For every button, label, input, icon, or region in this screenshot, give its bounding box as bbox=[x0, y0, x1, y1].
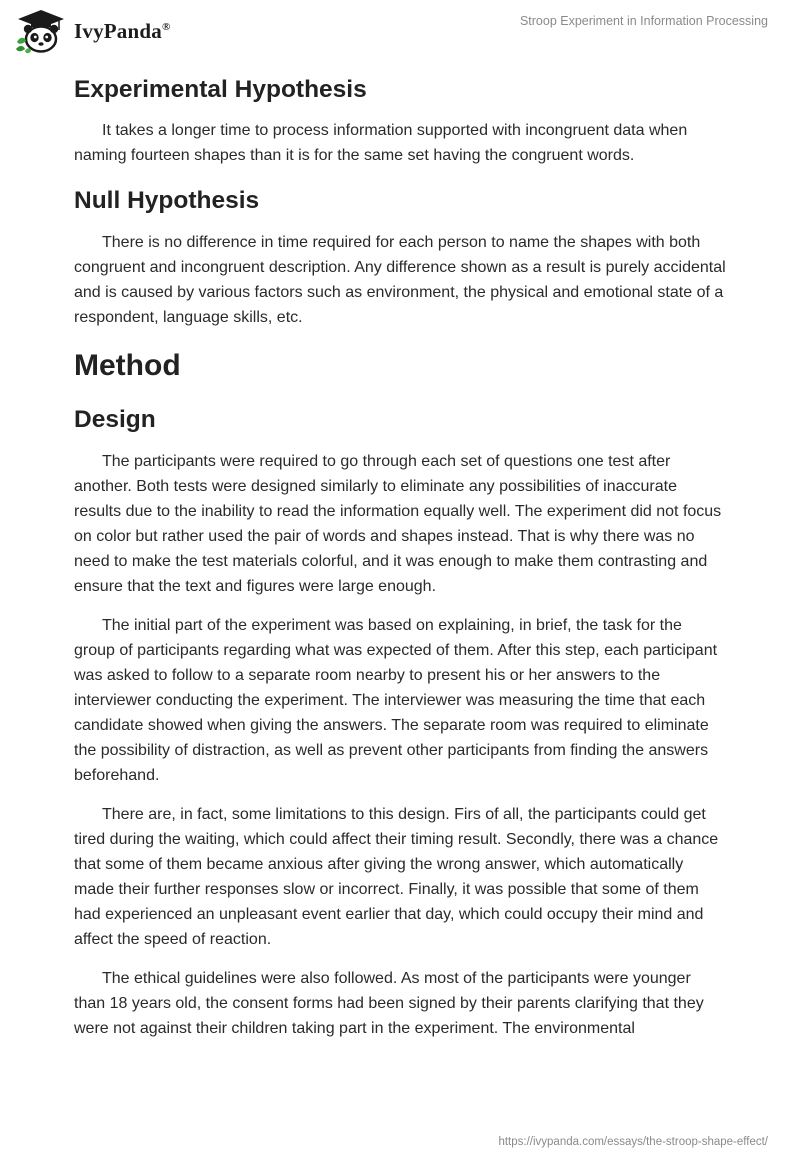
heading-design: Design bbox=[74, 405, 156, 433]
document-title: Stroop Experiment in Information Processing bbox=[519, 14, 768, 28]
paragraph-null-hypothesis: There is no difference in time required for each person to name the shapes with both congruent and incongruent description. Any difference shown as a result is purely accidental and is caused by various factors such as environment, the physical and emotional state of a respondent, language skills, etc. bbox=[74, 233, 726, 326]
heading-method: Method bbox=[74, 348, 181, 382]
page-header bbox=[0, 0, 800, 64]
paragraph-experimental-hypothesis: It takes a longer time to process information supported with incongruent data when naming fourteen shapes than it is for the same set having the congruent words. bbox=[74, 122, 688, 165]
paragraph-design-1: The participants were required to go through each set of questions one test after another. Both tests were designed similarly to eliminate any possibilities of inaccurate results due to the inability to read the information equally well. The experiment did not focus on color but rather used the pair of words and shapes instead. That is why there was no need to make the test materials colorful, and it was enough to make them contrasting and ensure that the text and figures were large enough. bbox=[74, 453, 722, 596]
panda-graduate-icon bbox=[14, 8, 68, 54]
ivypanda-logo[interactable] bbox=[14, 8, 170, 54]
heading-experimental-hypothesis: Experimental Hypothesis bbox=[74, 76, 367, 103]
heading-null-hypothesis: Null Hypothesis bbox=[74, 187, 260, 215]
paragraph-design-2: The initial part of the experiment was based on explaining, in brief, the task for the group of participants regarding what was expected of them. After this step, each participant was asked to follow to a separate room nearby to present his or her answers to the interviewer conducting the experiment. The interviewer was measuring the time that each candidate showed when giving the answers. The separate room was required to eliminate the possibility of distraction, as well as prevent other participants from finding the answers beforehand. bbox=[74, 617, 718, 785]
paragraph-design-3: There are, in fact, some limitations to this design. Firs of all, the participants could get tired during the waiting, which could affect their timing result. Secondly, there was a chance that some of them became anxious after giving the wrong answer, which automatically made their further responses slow or incorrect. Finally, it was possible that some of them had experienced an unpleasant event earlier that day, which could occupy their mind and affect the speed of reaction. bbox=[74, 806, 719, 949]
essay-content bbox=[74, 68, 726, 1041]
trademark-symbol: ® bbox=[161, 20, 171, 33]
brand-name: IvyPanda® bbox=[74, 18, 171, 43]
paragraph-design-4: The ethical guidelines were also followed. As most of the participants were younger than 18 years old, the consent forms had been signed by their parents clarifying that they were not against their children taking part in the experiment. The environmental bbox=[74, 970, 704, 1038]
source-url[interactable]: https://ivypanda.com/essays/the-stroop-shape-effect/ bbox=[498, 1136, 768, 1148]
